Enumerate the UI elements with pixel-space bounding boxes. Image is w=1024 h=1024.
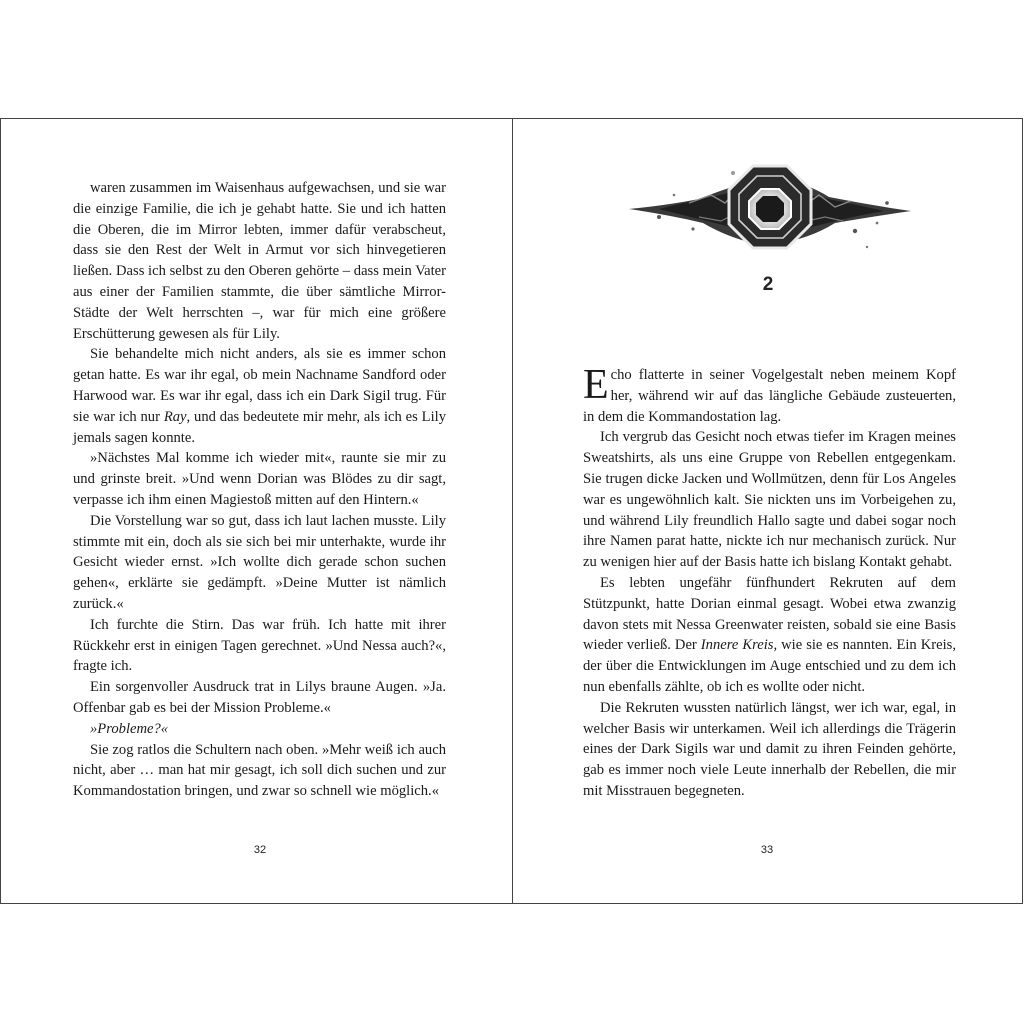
body-paragraph: [73, 448, 446, 510]
body-paragraph: [73, 677, 446, 719]
body-paragraph: [73, 178, 446, 344]
body-paragraph: [73, 740, 446, 802]
italic-text: Ray: [163, 408, 187, 425]
paragraph-text: Ein sorgenvoller Ausdruck trat in Lilys braune Augen. »Ja. Offenbar gab es bei der Mission Probleme.«: [73, 679, 446, 716]
paragraph-text: »Nächstes Mal komme ich wieder mit«, raunte sie mir zu und grinste breit. »Und wenn Dorian was Blödes zu dir sagt, verpasse ich ihm einen Magiestoß mitten auf den Hintern.«: [73, 450, 446, 508]
page-number-right: 33: [760, 844, 774, 856]
paragraph-text: waren zusammen im Waisenhaus aufgewachsen, und sie war die einzige Familie, die ich je gehabt hatte. Sie und ich hatten die Oberen, die im Mirror lebten, immer dafür verabscheut, dass sie den Rest der Welt in Armut vor sich hinvegetieren ließen. Dass ich selbst zu den Oberen gehörte – dass mein Vater aus einer der Familien stammte, die über sämtliche Mirror-Städte der Welt herrschten –, war für mich eine größere Erschütterung gewesen als für Lily.: [73, 180, 446, 342]
right-page-body: [583, 362, 956, 802]
paragraph-text: Es lebten ungefähr fünfhundert Rekruten auf dem Stützpunkt, hatte Dorian einmal gesagt. Wobei etwa zwanzig davon stets mit Nessa Greenwater reisten, sobald sie eine Basis wieder verließ. Der: [583, 574, 956, 654]
right-page: [513, 119, 1024, 903]
italic-text: »Probleme?«: [90, 720, 169, 737]
chapter-number: 2: [762, 274, 774, 295]
paragraph-text: Sie behandelte mich nicht anders, als sie es immer schon getan hatte. Es war ihr egal, ob mein Nachname Sandford oder Harwood war. Es war ihr egal, dass ich ein Dark Sigil trug. Für sie war ich nur: [73, 346, 446, 425]
paragraph-text: Sie zog ratlos die Schultern nach oben. »Mehr weiß ich auch nicht, aber … man hat mir gesagt, ich soll dich suchen und zur Kommandostation bringen, und zwar so schnell wie möglich.«: [73, 741, 446, 800]
body-paragraph: [73, 511, 446, 615]
paragraph-text: Ich furchte die Stirn. Das war früh. Ich hatte mit ihrer Rückkehr erst in einigen Tagen gerechnet. »Und Nessa auch?«, fragte ich.: [73, 616, 446, 675]
page-number-left: 32: [253, 844, 267, 856]
chapter-opening-paragraph: [583, 362, 956, 427]
body-paragraph: [73, 719, 446, 740]
book-spread: [0, 118, 1023, 904]
body-paragraph: [73, 344, 446, 448]
body-paragraph: [73, 615, 446, 677]
paragraph-text: , und das bedeutete mir mehr, als ich es Lily jemals sagen konnte.: [73, 408, 446, 446]
body-paragraph: [583, 698, 956, 802]
octagon-sigil-ornament-icon: [629, 159, 911, 279]
paragraph-text: wie sie es nannten. Ein Kreis, der über die Entwicklungen im Auge entschied und zu dem ich nun ebenfalls zählte, ob ich es wollte oder nicht.: [583, 637, 956, 695]
left-page: [1, 119, 512, 903]
body-paragraph: [583, 427, 956, 573]
left-page-body: [73, 178, 446, 802]
body-paragraph: [583, 573, 956, 698]
italic-text: Innere Kreis,: [700, 637, 778, 654]
opening-paragraph-text: cho flatterte in seiner Vogelgestalt neben meinem Kopf her, während wir auf das längliche Gebäude zusteuerten, in dem die Kommandostation lag.: [583, 367, 956, 425]
paragraph-text: Die Vorstellung war so gut, dass ich laut lachen musste. Lily stimmte mit ein, doch als sie sich bei mir unterhakte, wurde ihr Gesicht wieder ernst. »Ich wollte dich gerade schon suchen gehen«, erklärte sie gedämpft. »Deine Mutter ist nämlich zurück.«: [73, 512, 446, 612]
paragraph-text: Ich vergrub das Gesicht noch etwas tiefer im Kragen meines Sweatshirts, als uns eine Gruppe von Rebellen entgegenkam. Sie trugen dicke Jacken und Wollmützen, denn für Los Angeles war es ungewöhnlich kalt. Sie nickten uns im Vorbeigehen zu, und während Lily freundlich Hallo sagte und dabei sogar noch ihre Namen parat hatte, nickte ich nur mechanisch zurück. Nur zu wenigen hier auf der Basis hatte ich bislang Kontakt gehabt.: [583, 429, 956, 571]
paragraph-text: Die Rekruten wussten natürlich längst, wer ich war, egal, in welcher Basis wir unterkamen. Weil ich allerdings die Trägerin eines der Dark Sigils war und damit zu ihren Feinden gehörte, gab es immer noch viele Leute innerhalb der Rebellen, die mir mit Misstrauen begegneten.: [583, 699, 956, 799]
drop-cap: E: [583, 362, 609, 408]
